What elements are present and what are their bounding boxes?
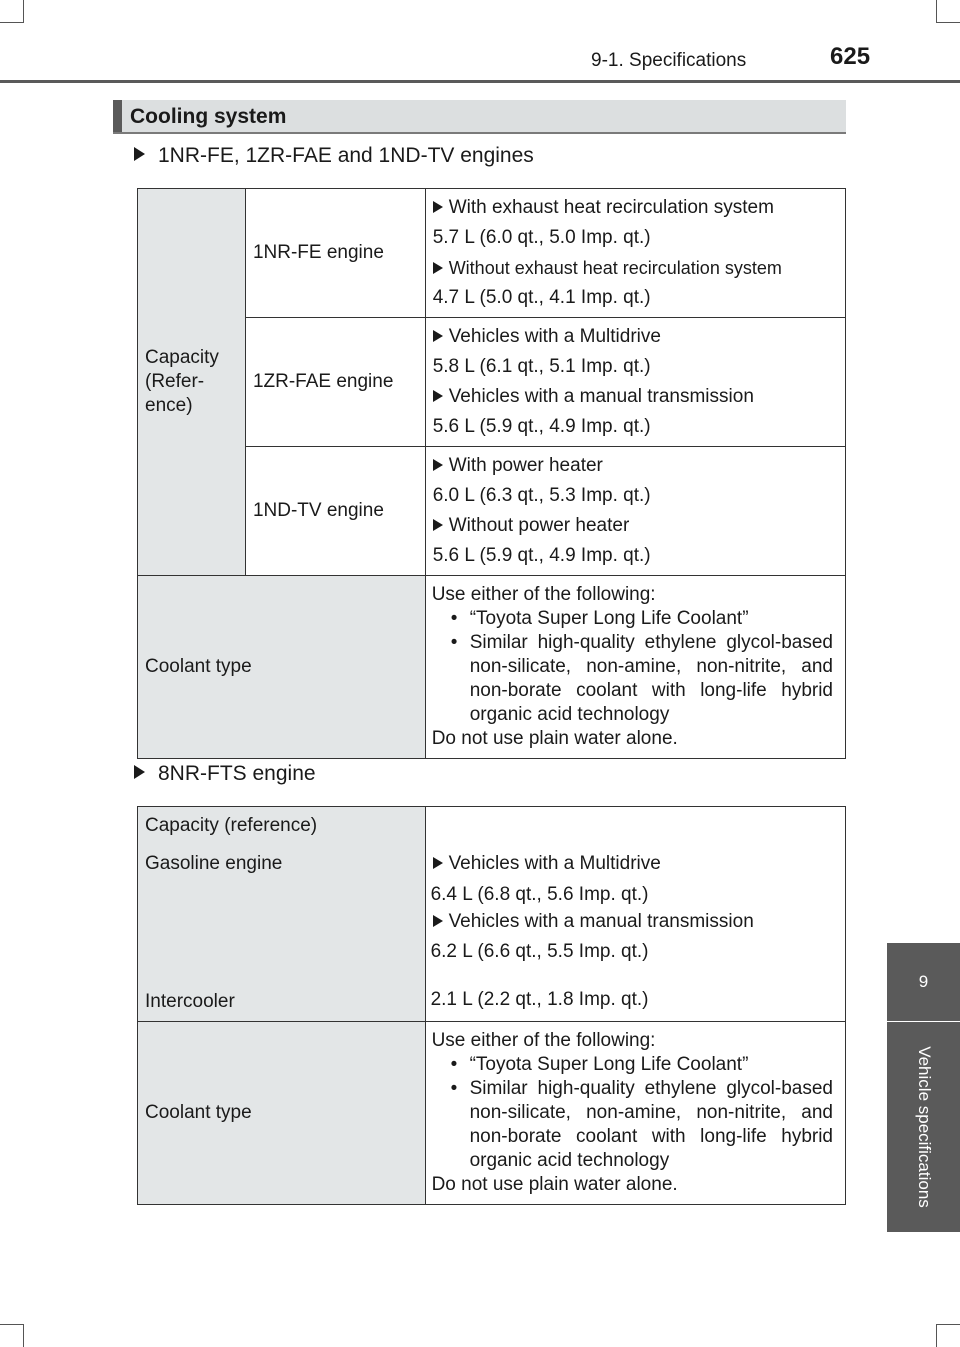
capacity-value: 6.2 L (6.6 qt., 5.5 Imp. qt.): [430, 941, 649, 962]
coolant-bullet: • “Toyota Super Long Life Coolant”: [432, 607, 833, 631]
triangle-bullet-icon: [433, 262, 443, 274]
engine-name: 1ND-TV engine: [252, 500, 384, 521]
coolant-label: Coolant type: [145, 656, 252, 677]
coolant-note: Do not use plain water alone.: [431, 1174, 678, 1195]
crop-mark: [0, 1324, 24, 1325]
condition: Without exhaust heat recirculation system: [448, 258, 782, 278]
chapter-number: 9: [918, 972, 929, 991]
table2-heading-text: 8NR-FTS engine: [158, 762, 316, 785]
capacity-value: 4.7 L (5.0 qt., 4.1 Imp. qt.): [432, 287, 651, 308]
condition: Vehicles with a manual transmission: [448, 386, 754, 407]
table1-heading-text: 1NR-FE, 1ZR-FAE and 1ND-TV engines: [158, 144, 534, 167]
triangle-bullet-icon: [433, 915, 443, 927]
coolant-intro: Use either of the following:: [431, 1030, 656, 1051]
table1: [137, 188, 846, 759]
triangle-bullet-icon: [433, 330, 443, 342]
capacity-label-cell: [138, 189, 246, 576]
crop-mark: [936, 1324, 937, 1347]
coolant-label: Coolant type: [145, 1102, 252, 1123]
crop-mark: [936, 1324, 960, 1325]
capacity-value-cell: [425, 807, 845, 1022]
capacity-value: 6.4 L (6.8 qt., 5.6 Imp. qt.): [430, 884, 649, 905]
section-title-bar: [113, 100, 846, 134]
capacity-value: 5.6 L (5.9 qt., 4.9 Imp. qt.): [432, 416, 651, 437]
condition: With power heater: [448, 455, 603, 476]
table2: [137, 806, 846, 1205]
triangle-bullet-icon: [134, 765, 145, 779]
capacity-value: 5.6 L (5.9 qt., 4.9 Imp. qt.): [432, 545, 651, 566]
coolant-label-cell: [138, 1022, 426, 1205]
engine-name-cell: [245, 447, 425, 576]
table1-heading: [134, 144, 534, 168]
table2-heading: [134, 762, 316, 786]
crop-mark: [936, 22, 960, 23]
triangle-bullet-icon: [433, 519, 443, 531]
engine-name-cell: [245, 318, 425, 447]
condition: Vehicles with a Multidrive: [448, 853, 661, 874]
chapter-tab-number[interactable]: [887, 943, 960, 1021]
coolant-label-cell: [138, 576, 426, 759]
capacity-value-cell: [425, 318, 845, 447]
coolant-value-cell: [425, 576, 845, 759]
section-marker: [113, 100, 122, 132]
coolant-intro: Use either of the following:: [431, 584, 656, 605]
capacity-label: Capacity (reference): [145, 815, 318, 836]
triangle-bullet-icon: [433, 201, 443, 213]
crop-mark: [23, 0, 24, 23]
capacity-value: 5.8 L (6.1 qt., 5.1 Imp. qt.): [432, 356, 651, 377]
intercooler-label: Intercooler: [145, 991, 235, 1012]
chapter-title: Vehicle specifications: [914, 1046, 934, 1208]
condition: Vehicles with a Multidrive: [448, 326, 661, 347]
condition: With exhaust heat recirculation system: [448, 197, 774, 218]
engine-name-cell: [245, 189, 425, 318]
coolant-bullet: • “Toyota Super Long Life Coolant”: [432, 1053, 833, 1077]
capacity-value-cell: [425, 189, 845, 318]
chapter-tab[interactable]: [887, 1022, 960, 1232]
page-number: 625: [830, 43, 871, 70]
capacity-value: 6.0 L (6.3 qt., 5.3 Imp. qt.): [432, 485, 651, 506]
engine-name: 1NR-FE engine: [252, 242, 384, 263]
coolant-note: Do not use plain water alone.: [431, 728, 678, 749]
intercooler-value: 2.1 L (2.2 qt., 1.8 Imp. qt.): [430, 989, 649, 1010]
section-title: Cooling system: [130, 105, 287, 128]
capacity-label-cell: [138, 807, 426, 1022]
crop-mark: [23, 1324, 24, 1347]
coolant-value-cell: [425, 1022, 845, 1205]
triangle-bullet-icon: [134, 147, 145, 161]
triangle-bullet-icon: [433, 857, 443, 869]
triangle-bullet-icon: [433, 390, 443, 402]
crop-mark: [0, 22, 24, 23]
crop-mark: [936, 0, 937, 23]
condition: Vehicles with a manual transmission: [448, 911, 754, 932]
header-section-title: 9-1. Specifications: [591, 50, 747, 71]
coolant-bullet: • Similar high-quality ethylene glycol-based non-silicate, non-amine, non-nitrite, and non-borate coolant with long-life hybrid organic acid technology: [432, 631, 833, 727]
capacity-value-cell: [425, 447, 845, 576]
capacity-label: Capacity (Refer- ence): [145, 347, 219, 416]
coolant-bullet: • Similar high-quality ethylene glycol-based non-silicate, non-amine, non-nitrite, and non-borate coolant with long-life hybrid organic acid technology: [432, 1077, 833, 1173]
capacity-value: 5.7 L (6.0 qt., 5.0 Imp. qt.): [432, 227, 651, 248]
gasoline-label: Gasoline engine: [145, 853, 283, 874]
engine-name: 1ZR-FAE engine: [252, 371, 394, 392]
condition: Without power heater: [448, 515, 630, 536]
triangle-bullet-icon: [433, 459, 443, 471]
header-rule: [0, 80, 960, 83]
